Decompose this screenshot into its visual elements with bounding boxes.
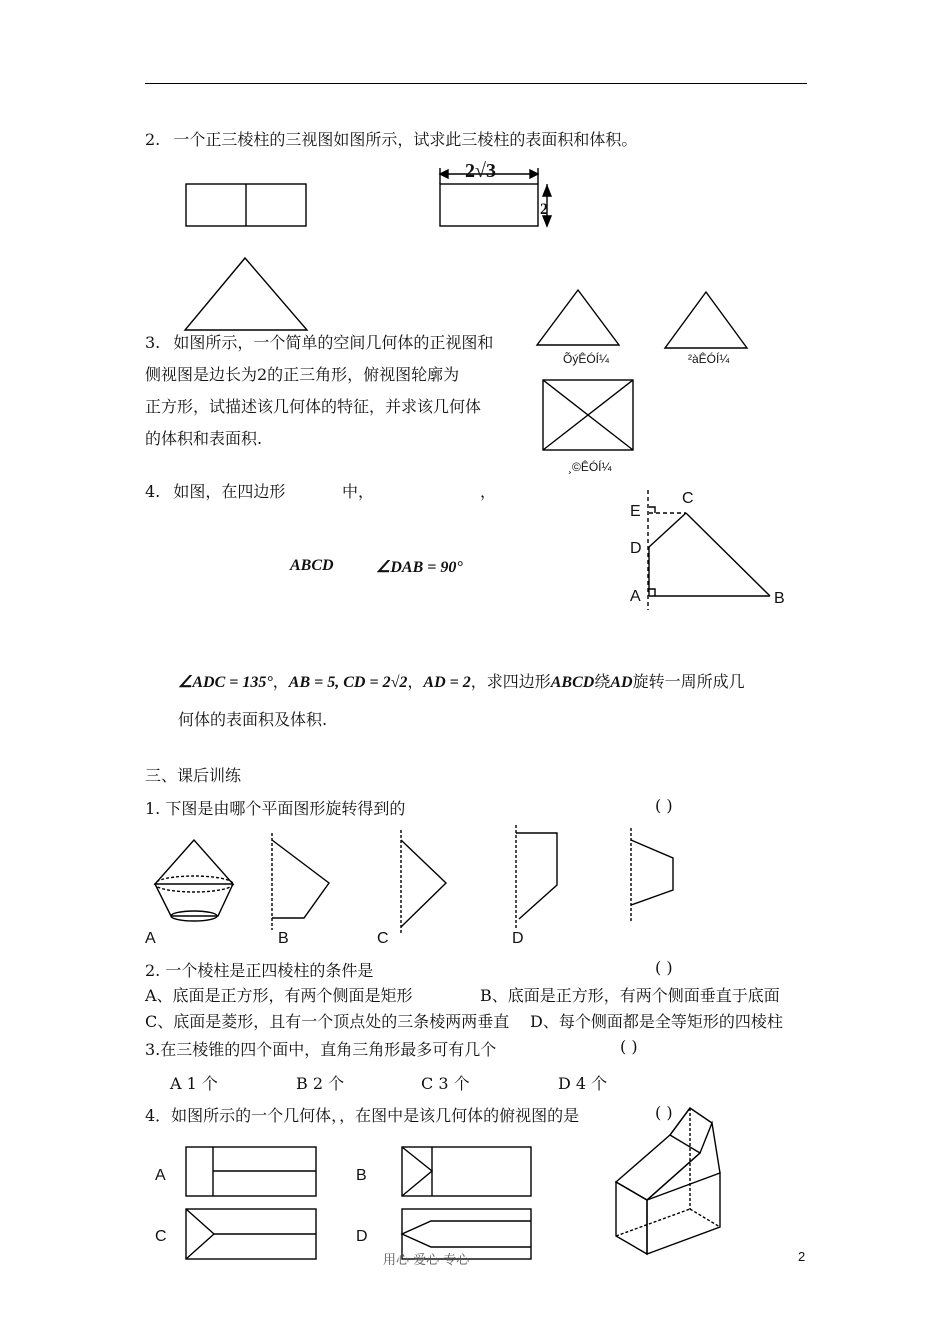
q3-option-c: C 3 个 — [421, 1074, 470, 1093]
q2-option-a: A、底面是正方形，有两个侧面是矩形 — [145, 986, 413, 1005]
q4-solid-hidden-3 — [690, 1209, 720, 1227]
dim-height-label: 2 — [540, 201, 548, 218]
problem-3-text-1: 如图所示，一个简单的空间几何体的正视图和 — [173, 333, 494, 352]
q4-paren: ( ) — [655, 1103, 673, 1122]
q4-solid-roof-2 — [670, 1108, 712, 1135]
q1-label-b: B — [278, 930, 289, 947]
q3-option-b: B 2 个 — [296, 1074, 345, 1093]
problem-3-line-3: 正方形，试描述该几何体的特征，并求该几何体 — [145, 397, 482, 416]
problem-3-line-4: 的体积和表面积. — [145, 429, 263, 448]
side-view-caption: ²àÊÓÍ¼ — [688, 352, 730, 366]
math-lengths: AB = 5, CD = 2√2 — [288, 674, 408, 691]
q1-text: 1. 下图是由哪个平面图形旋转得到的 — [145, 799, 406, 818]
problem-4-line-3: 何体的表面积及体积. — [178, 710, 328, 729]
q4c-chevron — [186, 1209, 214, 1259]
ask-3: 旋转一周所成几 — [632, 672, 745, 691]
sep-2: ， — [407, 672, 424, 691]
q4-solid-roof-3 — [670, 1108, 690, 1135]
problem-4-mid: 中， — [342, 482, 375, 501]
q4d-chevron-top — [402, 1221, 531, 1247]
section-3-heading: 三、课后训练 — [145, 766, 242, 785]
q2-paren: ( ) — [655, 958, 673, 977]
q4-solid-front — [616, 1182, 647, 1254]
q4-label-b: B — [356, 1167, 367, 1184]
q3-option-d: D 4 个 — [558, 1074, 608, 1093]
q1-label-a: A — [145, 930, 156, 947]
label-b: B — [774, 590, 785, 607]
math-quad-abcd-2: ABCD — [550, 674, 595, 691]
ask-1: ，求四边形 — [470, 672, 551, 691]
math-angle-adc: ∠ADC = 135° — [178, 674, 273, 691]
label-a: A — [630, 588, 641, 605]
q2-text: 2. 一个棱柱是正四棱柱的条件是 — [145, 961, 374, 980]
top-view-caption: ¸©ÊÓÍ¼ — [568, 460, 612, 474]
problem-2-text: 一个正三棱柱的三视图如图所示，试求此三棱柱的表面积和体积。 — [173, 130, 638, 149]
q4-label-a: A — [155, 1167, 166, 1184]
q2-option-c: C、底面是菱形，且有一个顶点处的三条棱两两垂直 — [145, 1012, 510, 1031]
dim-width-label: 2√3 — [465, 160, 496, 182]
q4-solid-side — [647, 1173, 720, 1254]
math-ad-2: AD — [610, 674, 633, 691]
math-ad: AD = 2 — [423, 674, 471, 691]
ask-2: 绕 — [594, 672, 611, 691]
q2-option-b: B、底面是正方形，有两个侧面垂直于底面 — [480, 986, 780, 1005]
problem-4-intro: 如图，在四边形 — [173, 482, 286, 501]
q2-option-d: D、每个侧面都是全等矩形的四棱柱 — [530, 1012, 783, 1031]
sep-1: ， — [272, 672, 289, 691]
q3-text: 3.在三棱锥的四个面中，直角三角形最多可有几个 — [145, 1040, 497, 1059]
label-c: C — [682, 490, 694, 507]
q4-solid-hidden-2 — [616, 1209, 690, 1236]
page-number: 2 — [798, 1249, 806, 1264]
problem-3-line-2: 侧视图是边长为2的正三角形，俯视图轮廓为 — [145, 365, 460, 384]
problem-4-comma: ， — [480, 482, 497, 501]
q4-text: 4．如图所示的一个几何体，，在图中是该几何体的俯视图的是 — [145, 1106, 580, 1125]
q4-label-c: C — [155, 1228, 167, 1245]
label-e: E — [630, 503, 641, 520]
q1-paren: ( ) — [655, 796, 673, 815]
front-view-caption: ÕýÊÓÍ¼ — [563, 352, 610, 366]
math-quad-abcd: ABCD — [290, 557, 334, 574]
q1-label-d: D — [512, 930, 524, 947]
q3-option-a: A 1 个 — [170, 1074, 218, 1093]
q4-solid-roof — [647, 1123, 720, 1200]
q4-label-d: D — [356, 1228, 368, 1245]
q4b-chevron — [402, 1147, 432, 1196]
problem-3-number: 3. — [145, 333, 161, 352]
q1-label-c: C — [377, 930, 389, 947]
label-d: D — [630, 540, 642, 557]
problem-4-number: 4. — [145, 482, 161, 501]
q3-paren: ( ) — [620, 1037, 638, 1056]
q4b-rect — [402, 1147, 531, 1196]
footer-motto: 用心 爱心 专心 — [383, 1253, 470, 1268]
problem-2-number: 2. — [145, 130, 161, 149]
math-angle-dab: ∠DAB = 90° — [376, 559, 463, 576]
